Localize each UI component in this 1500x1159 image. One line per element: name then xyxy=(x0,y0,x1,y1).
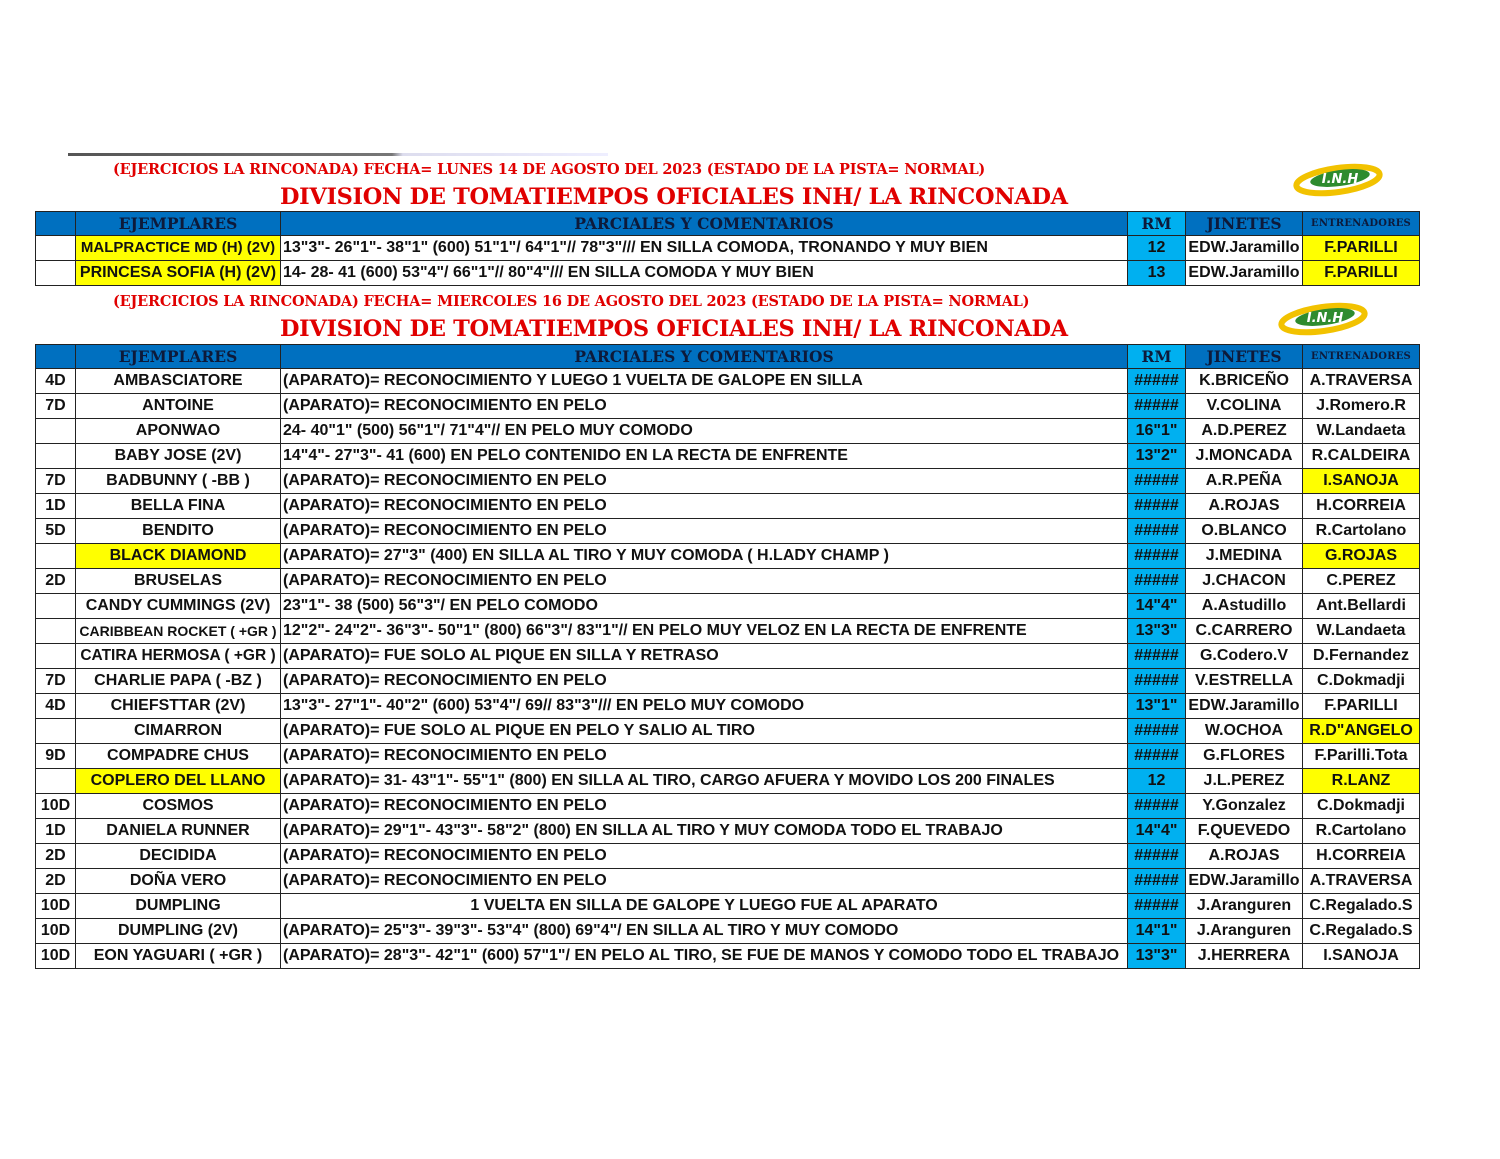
jockey-cell: A.ROJAS xyxy=(1186,844,1303,869)
table-row xyxy=(36,594,1420,619)
comment-cell: (APARATO)= 27"3" (400) EN SILLA AL TIRO Y MUY COMODA ( H.LADY CHAMP ) xyxy=(281,544,1128,569)
header-jockey: JINETES xyxy=(1186,345,1303,369)
table-row xyxy=(36,261,1420,286)
comment-cell: 14- 28- 41 (600) 53"4"/ 66"1"// 80"4"/// EN SILLA COMODA Y MUY BIEN xyxy=(281,261,1128,286)
table-row xyxy=(36,944,1420,969)
rm-cell: 13"2" xyxy=(1128,444,1186,469)
trainer-cell: D.Fernandez xyxy=(1303,644,1420,669)
horse-name-cell: CIMARRON xyxy=(76,719,281,744)
trainer-cell: F.Parilli.Tota xyxy=(1303,744,1420,769)
comment-cell: (APARATO)= RECONOCIMIENTO EN PELO xyxy=(281,794,1128,819)
table-row xyxy=(36,236,1420,261)
comment-cell: (APARATO)= 29"1"- 43"3"- 58"2" (800) EN SILLA AL TIRO Y MUY COMODA TODO EL TRABAJO xyxy=(281,819,1128,844)
comment-cell: (APARATO)= 28"3"- 42"1" (600) 57"1"/ EN PELO AL TIRO, SE FUE DE MANOS Y COMODO TODO EL TRABAJO xyxy=(281,944,1128,969)
comment-cell: (APARATO)= RECONOCIMIENTO EN PELO xyxy=(281,669,1128,694)
horse-name-cell: COMPADRE CHUS xyxy=(76,744,281,769)
trainer-cell: C.PEREZ xyxy=(1303,569,1420,594)
table-header-row xyxy=(36,212,1420,236)
post-cell: 7D xyxy=(36,669,76,694)
jockey-cell: A.ROJAS xyxy=(1186,494,1303,519)
post-cell xyxy=(36,544,76,569)
table-row xyxy=(36,744,1420,769)
trainer-cell: W.Landaeta xyxy=(1303,619,1420,644)
jockey-cell: J.CHACON xyxy=(1186,569,1303,594)
rm-cell: ##### xyxy=(1128,369,1186,394)
table-row xyxy=(36,544,1420,569)
comment-cell: (APARATO)= RECONOCIMIENTO EN PELO xyxy=(281,494,1128,519)
table-row xyxy=(36,794,1420,819)
horse-name-cell: CARIBBEAN ROCKET ( +GR ) xyxy=(76,619,281,644)
table-row xyxy=(36,644,1420,669)
table-row xyxy=(36,669,1420,694)
jockey-cell: F.QUEVEDO xyxy=(1186,819,1303,844)
post-cell xyxy=(36,619,76,644)
jockey-cell: EDW.Jaramillo xyxy=(1186,694,1303,719)
post-cell xyxy=(36,719,76,744)
table-row xyxy=(36,894,1420,919)
comment-cell: (APARATO)= RECONOCIMIENTO EN PELO xyxy=(281,869,1128,894)
header-horse: EJEMPLARES xyxy=(76,212,281,236)
post-cell: 7D xyxy=(36,394,76,419)
horse-name-cell: PRINCESA SOFIA (H) (2V) xyxy=(76,261,281,286)
top-divider-line xyxy=(68,153,608,156)
jockey-cell: J.MONCADA xyxy=(1186,444,1303,469)
table-row xyxy=(36,419,1420,444)
post-cell: 2D xyxy=(36,869,76,894)
jockey-cell: J.Aranguren xyxy=(1186,919,1303,944)
rm-cell: ##### xyxy=(1128,844,1186,869)
trainer-cell: R.LANZ xyxy=(1303,769,1420,794)
header-jockey: JINETES xyxy=(1186,212,1303,236)
jockey-cell: J.L.PEREZ xyxy=(1186,769,1303,794)
post-cell xyxy=(36,769,76,794)
trainer-cell: Ant.Bellardi xyxy=(1303,594,1420,619)
header-rm: RM xyxy=(1128,345,1186,369)
comment-cell: (APARATO)= 31- 43"1"- 55"1" (800) EN SILLA AL TIRO, CARGO AFUERA Y MOVIDO LOS 200 FINALES xyxy=(281,769,1128,794)
horse-name-cell: CANDY CUMMINGS (2V) xyxy=(76,594,281,619)
post-cell xyxy=(36,594,76,619)
trainer-cell: J.Romero.R xyxy=(1303,394,1420,419)
horse-name-cell: AMBASCIATORE xyxy=(76,369,281,394)
rm-cell: ##### xyxy=(1128,519,1186,544)
horse-name-cell: DUMPLING xyxy=(76,894,281,919)
comment-cell: (APARATO)= RECONOCIMIENTO EN PELO xyxy=(281,394,1128,419)
jockey-cell: Y.Gonzalez xyxy=(1186,794,1303,819)
comment-cell: 24- 40"1" (500) 56"1"/ 71"4"// EN PELO MUY COMODO xyxy=(281,419,1128,444)
header-rm: RM xyxy=(1128,212,1186,236)
jockey-cell: J.HERRERA xyxy=(1186,944,1303,969)
header-trainer: ENTRENADORES xyxy=(1303,345,1420,369)
horse-name-cell: ANTOINE xyxy=(76,394,281,419)
section-2-subheading: (EJERCICIOS LA RINCONADA) FECHA= MIERCOLES 16 DE AGOSTO DEL 2023 (ESTADO DE LA PISTA= NORMAL) xyxy=(113,293,1030,310)
post-cell xyxy=(36,261,76,286)
table-row xyxy=(36,494,1420,519)
trainer-cell: C.Regalado.S xyxy=(1303,919,1420,944)
horse-name-cell: BLACK DIAMOND xyxy=(76,544,281,569)
jockey-cell: O.BLANCO xyxy=(1186,519,1303,544)
horse-name-cell: CATIRA HERMOSA ( +GR ) xyxy=(76,644,281,669)
jockey-cell: W.OCHOA xyxy=(1186,719,1303,744)
horse-name-cell: BELLA FINA xyxy=(76,494,281,519)
rm-cell: 13"1" xyxy=(1128,694,1186,719)
post-cell: 10D xyxy=(36,919,76,944)
jockey-cell: K.BRICEÑO xyxy=(1186,369,1303,394)
table-row xyxy=(36,444,1420,469)
trainer-cell: A.TRAVERSA xyxy=(1303,369,1420,394)
trainer-cell: I.SANOJA xyxy=(1303,469,1420,494)
horse-name-cell: COSMOS xyxy=(76,794,281,819)
table-row xyxy=(36,919,1420,944)
comment-cell: 1 VUELTA EN SILLA DE GALOPE Y LUEGO FUE AL APARATO xyxy=(281,894,1128,919)
rm-cell: ##### xyxy=(1128,744,1186,769)
horse-name-cell: CHIEFSTTAR (2V) xyxy=(76,694,281,719)
trainer-cell: W.Landaeta xyxy=(1303,419,1420,444)
rm-cell: ##### xyxy=(1128,669,1186,694)
jockey-cell: A.D.PEREZ xyxy=(1186,419,1303,444)
jockey-cell: G.Codero.V xyxy=(1186,644,1303,669)
rm-cell: ##### xyxy=(1128,394,1186,419)
table-row xyxy=(36,819,1420,844)
trainer-cell: I.SANOJA xyxy=(1303,944,1420,969)
table-row xyxy=(36,619,1420,644)
jockey-cell: A.R.PEÑA xyxy=(1186,469,1303,494)
horse-name-cell: MALPRACTICE MD (H) (2V) xyxy=(76,236,281,261)
horse-name-cell: BABY JOSE (2V) xyxy=(76,444,281,469)
comment-cell: (APARATO)= RECONOCIMIENTO EN PELO xyxy=(281,844,1128,869)
trainer-cell: F.PARILLI xyxy=(1303,261,1420,286)
trainer-cell: F.PARILLI xyxy=(1303,694,1420,719)
rm-cell: 14"4" xyxy=(1128,594,1186,619)
jockey-cell: G.FLORES xyxy=(1186,744,1303,769)
svg-text:I.N.H: I.N.H xyxy=(1306,311,1344,326)
post-cell: 4D xyxy=(36,694,76,719)
comment-cell: 12"2"- 24"2"- 36"3"- 50"1" (800) 66"3"/ 83"1"// EN PELO MUY VELOZ EN LA RECTA DE ENFRENTE xyxy=(281,619,1128,644)
jockey-cell: V.COLINA xyxy=(1186,394,1303,419)
post-cell: 1D xyxy=(36,494,76,519)
trainer-cell: A.TRAVERSA xyxy=(1303,869,1420,894)
post-cell: 7D xyxy=(36,469,76,494)
rm-cell: ##### xyxy=(1128,719,1186,744)
comment-cell: (APARATO)= RECONOCIMIENTO EN PELO xyxy=(281,519,1128,544)
rm-cell: ##### xyxy=(1128,869,1186,894)
comment-cell: (APARATO)= RECONOCIMIENTO Y LUEGO 1 VUELTA DE GALOPE EN SILLA xyxy=(281,369,1128,394)
comment-cell: 13"3"- 26"1"- 38"1" (600) 51"1"/ 64"1"// 78"3"/// EN SILLA COMODA, TRONANDO Y MUY BIEN xyxy=(281,236,1128,261)
rm-cell: 16"1" xyxy=(1128,419,1186,444)
comment-cell: (APARATO)= RECONOCIMIENTO EN PELO xyxy=(281,569,1128,594)
rm-cell: ##### xyxy=(1128,544,1186,569)
table-row xyxy=(36,844,1420,869)
inh-logo-icon xyxy=(1290,163,1386,199)
jockey-cell: EDW.Jaramillo xyxy=(1186,261,1303,286)
table-row xyxy=(36,769,1420,794)
trainer-cell: R.Cartolano xyxy=(1303,519,1420,544)
header-comments: PARCIALES Y COMENTARIOS xyxy=(281,212,1128,236)
trainer-cell: C.Dokmadji xyxy=(1303,794,1420,819)
header-comments: PARCIALES Y COMENTARIOS xyxy=(281,345,1128,369)
trainer-cell: R.Cartolano xyxy=(1303,819,1420,844)
post-cell: 9D xyxy=(36,744,76,769)
jockey-cell: J.MEDINA xyxy=(1186,544,1303,569)
horse-name-cell: EON YAGUARI ( +GR ) xyxy=(76,944,281,969)
post-cell: 1D xyxy=(36,819,76,844)
post-cell: 10D xyxy=(36,894,76,919)
rm-cell: 12 xyxy=(1128,236,1186,261)
horse-name-cell: DANIELA RUNNER xyxy=(76,819,281,844)
post-cell xyxy=(36,419,76,444)
rm-cell: 13"3" xyxy=(1128,944,1186,969)
trainer-cell: C.Regalado.S xyxy=(1303,894,1420,919)
rm-cell: 13 xyxy=(1128,261,1186,286)
jockey-cell: EDW.Jaramillo xyxy=(1186,236,1303,261)
comment-cell: (APARATO)= 25"3"- 39"3"- 53"4" (800) 69"4"/ EN SILLA AL TIRO Y MUY COMODO xyxy=(281,919,1128,944)
header-trainer: ENTRENADORES xyxy=(1303,212,1420,236)
post-cell xyxy=(36,444,76,469)
section-1-title: DIVISION DE TOMATIEMPOS OFICIALES INH/ LA RINCONADA xyxy=(280,184,1068,210)
rm-cell: 12 xyxy=(1128,769,1186,794)
jockey-cell: J.Aranguren xyxy=(1186,894,1303,919)
jockey-cell: A.Astudillo xyxy=(1186,594,1303,619)
table-row xyxy=(36,369,1420,394)
table-row xyxy=(36,869,1420,894)
rm-cell: ##### xyxy=(1128,794,1186,819)
trainer-cell: G.ROJAS xyxy=(1303,544,1420,569)
comment-cell: (APARATO)= RECONOCIMIENTO EN PELO xyxy=(281,469,1128,494)
section-2-title: DIVISION DE TOMATIEMPOS OFICIALES INH/ LA RINCONADA xyxy=(280,316,1068,342)
rm-cell: ##### xyxy=(1128,644,1186,669)
horse-name-cell: BADBUNNY ( -BB ) xyxy=(76,469,281,494)
post-cell: 5D xyxy=(36,519,76,544)
svg-text:I.N.H: I.N.H xyxy=(1321,172,1359,187)
table-row xyxy=(36,469,1420,494)
table-row xyxy=(36,569,1420,594)
rm-cell: 14"1" xyxy=(1128,919,1186,944)
jockey-cell: V.ESTRELLA xyxy=(1186,669,1303,694)
table-row xyxy=(36,694,1420,719)
rm-cell: ##### xyxy=(1128,569,1186,594)
horse-name-cell: BRUSELAS xyxy=(76,569,281,594)
post-cell: 2D xyxy=(36,569,76,594)
horse-name-cell: COPLERO DEL LLANO xyxy=(76,769,281,794)
trainer-cell: R.CALDEIRA xyxy=(1303,444,1420,469)
horse-name-cell: BENDITO xyxy=(76,519,281,544)
post-cell: 10D xyxy=(36,944,76,969)
comment-cell: (APARATO)= FUE SOLO AL PIQUE EN SILLA Y RETRASO xyxy=(281,644,1128,669)
post-cell: 4D xyxy=(36,369,76,394)
post-cell xyxy=(36,236,76,261)
comment-cell: (APARATO)= RECONOCIMIENTO EN PELO xyxy=(281,744,1128,769)
rm-cell: 14"4" xyxy=(1128,819,1186,844)
horse-name-cell: DUMPLING (2V) xyxy=(76,919,281,944)
workouts-table-1 xyxy=(35,211,1420,286)
rm-cell: 13"3" xyxy=(1128,619,1186,644)
horse-name-cell: DECIDIDA xyxy=(76,844,281,869)
post-cell: 2D xyxy=(36,844,76,869)
rm-cell: ##### xyxy=(1128,469,1186,494)
table-header-row xyxy=(36,345,1420,369)
horse-name-cell: APONWAO xyxy=(76,419,281,444)
trainer-cell: H.CORREIA xyxy=(1303,494,1420,519)
horse-name-cell: DOÑA VERO xyxy=(76,869,281,894)
horse-name-cell: CHARLIE PAPA ( -BZ ) xyxy=(76,669,281,694)
inh-logo-icon xyxy=(1275,302,1371,338)
comment-cell: (APARATO)= FUE SOLO AL PIQUE EN PELO Y SALIO AL TIRO xyxy=(281,719,1128,744)
jockey-cell: EDW.Jaramillo xyxy=(1186,869,1303,894)
workouts-table-2 xyxy=(35,344,1420,969)
comment-cell: 13"3"- 27"1"- 40"2" (600) 53"4"/ 69// 83"3"/// EN PELO MUY COMODO xyxy=(281,694,1128,719)
table-row xyxy=(36,719,1420,744)
post-cell: 10D xyxy=(36,794,76,819)
header-post xyxy=(36,212,76,236)
header-post xyxy=(36,345,76,369)
comment-cell: 23"1"- 38 (500) 56"3"/ EN PELO COMODO xyxy=(281,594,1128,619)
trainer-cell: C.Dokmadji xyxy=(1303,669,1420,694)
trainer-cell: R.D"ANGELO xyxy=(1303,719,1420,744)
rm-cell: ##### xyxy=(1128,894,1186,919)
header-horse: EJEMPLARES xyxy=(76,345,281,369)
section-1-subheading: (EJERCICIOS LA RINCONADA) FECHA= LUNES 14 DE AGOSTO DEL 2023 (ESTADO DE LA PISTA= NORMAL) xyxy=(113,161,986,178)
trainer-cell: H.CORREIA xyxy=(1303,844,1420,869)
table-row xyxy=(36,519,1420,544)
post-cell xyxy=(36,644,76,669)
table-row xyxy=(36,394,1420,419)
jockey-cell: C.CARRERO xyxy=(1186,619,1303,644)
trainer-cell: F.PARILLI xyxy=(1303,236,1420,261)
comment-cell: 14"4"- 27"3"- 41 (600) EN PELO CONTENIDO EN LA RECTA DE ENFRENTE xyxy=(281,444,1128,469)
rm-cell: ##### xyxy=(1128,494,1186,519)
